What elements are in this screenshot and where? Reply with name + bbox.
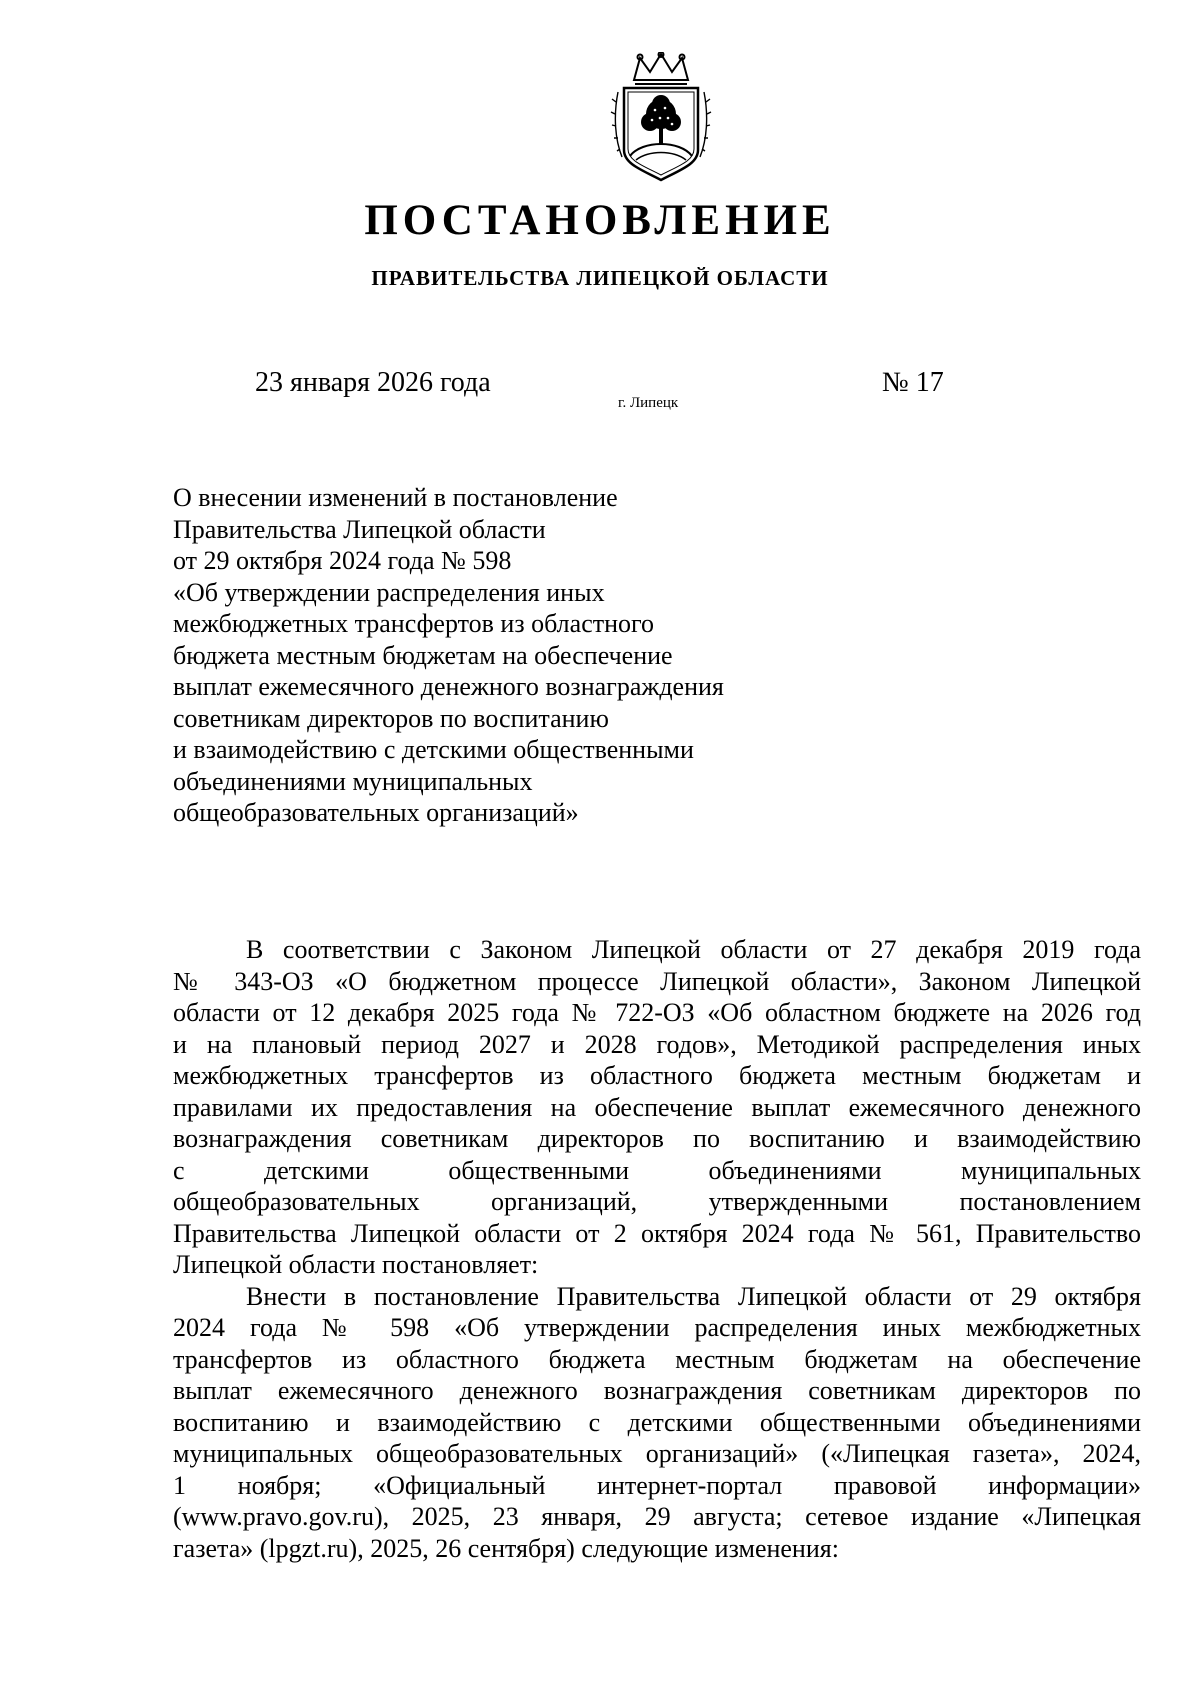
body-line: с детскими общественными объединениями муниципальных [173,1155,1141,1185]
coat-of-arms-drawing [610,52,712,184]
body-line: № 343-ОЗ «О бюджетном процессе Липецкой области», Законом Липецкой [173,966,1141,996]
body-line: области от 12 декабря 2025 года № 722-ОЗ «Об областном бюджете на 2026 год [173,998,1141,1027]
subject-line: выплат ежемесячного денежного вознаграждения [173,672,724,701]
body-line: трансфертов из областного бюджета местным бюджетам на обеспечение [173,1344,1141,1374]
subject-line: Правительства Липецкой области [173,514,546,544]
body-line: воспитанию и взаимодействию с детскими общественными объединениями [173,1407,1141,1437]
document-subject [173,482,813,829]
body-line: правилами их предоставления на обеспечение выплат ежемесячного денежного [173,1092,1141,1122]
body-line: газета» (lpgzt.ru), 2025, 26 сентября) следующие изменения: [173,1533,839,1563]
document-body [173,934,1141,1564]
document-title: ПОСТАНОВЛЕНИЕ [364,197,836,244]
subject-line: от 29 октября 2024 года № 598 [173,546,512,575]
paragraph-legal-basis [173,934,1141,1281]
body-line: Внести в постановление Правительства Липецкой области от 29 октября [246,1281,1141,1311]
coat-of-arms-icon [610,52,712,184]
body-line: Правительства Липецкой области от 2 октября 2024 года № 561, Правительство [173,1218,1141,1248]
body-line: муниципальных общеобразовательных организаций» («Липецкая газета», 2024, [173,1439,1141,1468]
document-number: № 17 [882,367,944,398]
body-line: межбюджетных трансфертов из областного бюджета местным бюджетам и [173,1061,1141,1090]
body-line: В соответствии с Законом Липецкой области от 27 декабря 2019 года [246,935,1141,964]
subject-line: О внесении изменений в постановление [173,483,618,512]
subject-line: советникам директоров по воспитанию [173,703,609,733]
document-date: 23 января 2026 года [255,367,491,398]
body-line: Липецкой области постановляет: [173,1250,539,1279]
body-line: и на плановый период 2027 и 2028 годов», Методикой распределения иных [173,1029,1141,1059]
paragraph-amendment [173,1281,1141,1565]
subject-line: объединениями муниципальных [173,766,533,796]
body-line: выплат ежемесячного денежного вознаграждения советникам директоров по [173,1376,1141,1405]
document-city: г. Липецк [618,395,679,411]
issuing-authority: ПРАВИТЕЛЬСТВА ЛИПЕЦКОЙ ОБЛАСТИ [371,266,829,290]
body-line: 1 ноября; «Официальный интернет-портал правовой информации» [173,1470,1141,1500]
body-line: 2024 года № 598 «Об утверждении распределения иных межбюджетных [173,1313,1141,1342]
subject-line: «Об утверждении распределения иных [173,577,605,607]
body-line: вознаграждения советникам директоров по воспитанию и взаимодействию [173,1124,1141,1153]
body-line: (www.pravo.gov.ru), 2025, 23 января, 29 августа; сетевое издание «Липецкая [173,1502,1141,1531]
subject-line: и взаимодействию с детскими общественными [173,735,694,764]
subject-line: общеобразовательных организаций» [173,798,579,827]
subject-line: бюджета местным бюджетам на обеспечение [173,640,673,670]
subject-line: межбюджетных трансфертов из областного [173,609,655,638]
body-line: общеобразовательных организаций, утвержденными постановлением [173,1187,1141,1216]
